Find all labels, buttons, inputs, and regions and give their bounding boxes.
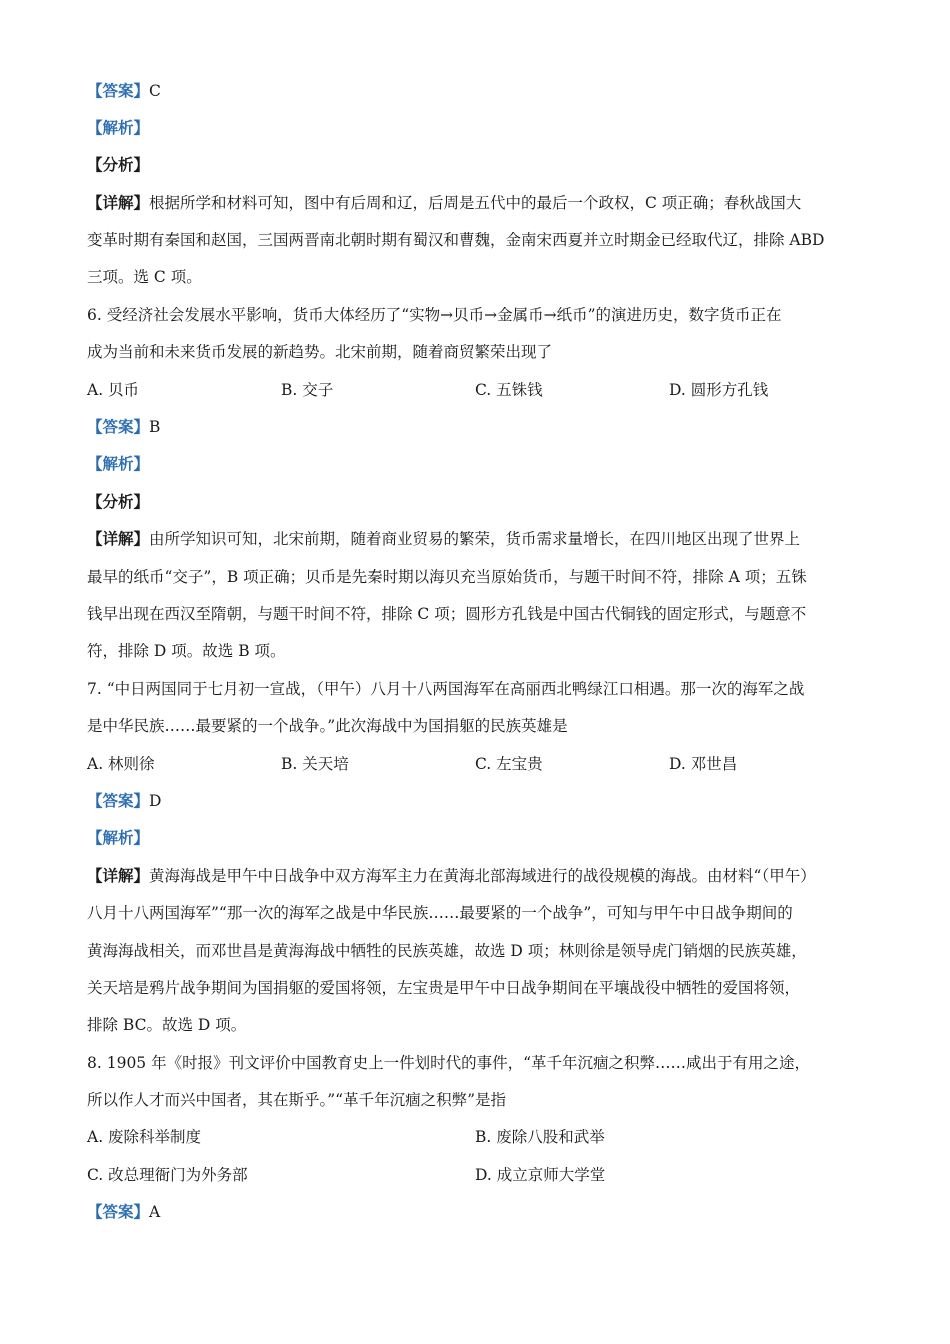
q6-option-a: A. 贝币 xyxy=(87,381,140,399)
q5-analysis-tag xyxy=(87,117,149,139)
answer-value: C xyxy=(149,82,161,100)
q6-detail-line-2: 最早的纸币“交子”，B 项正确；贝币是先秦时期以海贝充当原始货币，与题干时间不符，排除 A 项；五铢 xyxy=(87,568,807,586)
answer-tag: 【答案】 xyxy=(87,81,150,100)
q7-detail-line-5: 排除 BC。故选 D 项。 xyxy=(87,1016,247,1034)
answer-tag: 【答案】 xyxy=(87,417,150,436)
fenxi-tag: 【分析】 xyxy=(87,492,150,511)
q5-answer-line xyxy=(87,80,161,102)
detail-text: 根据所学和材料可知，图中有后周和辽，后周是五代中的最后一个政权，C 项正确；春秋战国大 xyxy=(149,194,802,212)
q6-stem-line-2: 成为当前和未来货币发展的新趋势。北宋前期，随着商贸繁荣出现了 xyxy=(87,343,553,361)
detail-text: 由所学知识可知，北宋前期，随着商业贸易的繁荣，货币需求量增长，在四川地区出现了世界上 xyxy=(149,530,801,548)
q7-detail-line-2: 八月十八两国海军”“那一次的海军之战是中华民族……最要紧的一个战争”，可知与甲午中日战争期间的 xyxy=(87,904,793,922)
q6-option-b: B. 交子 xyxy=(281,381,334,399)
q6-fenxi-tag xyxy=(87,491,149,513)
q6-detail-line-3: 钱早出现在西汉至隋朝，与题干时间不符，排除 C 项；圆形方孔钱是中国古代铜钱的固定形式，与题意不 xyxy=(87,605,807,623)
answer-value: D xyxy=(149,792,162,810)
detail-tag: 【详解】 xyxy=(87,529,150,548)
q7-option-c: C. 左宝贵 xyxy=(475,755,543,773)
q5-detail-line-3: 三项。选 C 项。 xyxy=(87,268,202,286)
q6-option-c: C. 五铢钱 xyxy=(475,381,543,399)
q6-stem-line-1: 6. 受经济社会发展水平影响，货币大体经历了“实物→贝币→金属币→纸币”的演进历史，数字货币正在 xyxy=(87,306,782,324)
detail-tag: 【详解】 xyxy=(87,193,150,212)
q7-option-d: D. 邓世昌 xyxy=(669,755,738,773)
q6-detail-line-1 xyxy=(87,528,800,550)
q6-analysis-tag xyxy=(87,453,149,475)
q8-option-b: B. 废除八股和武举 xyxy=(475,1128,605,1146)
q8-stem-line-1: 8. 1905 年《时报》刊文评价中国教育史上一件划时代的事件，“革千年沉痼之积弊……咸出于有用之途， xyxy=(87,1054,811,1072)
analysis-tag: 【解析】 xyxy=(87,454,150,473)
q5-fenxi-tag xyxy=(87,154,149,176)
fenxi-tag: 【分析】 xyxy=(87,155,150,174)
q7-option-b: B. 关天培 xyxy=(281,755,349,773)
q8-option-d: D. 成立京师大学堂 xyxy=(475,1166,606,1184)
q6-option-d: D. 圆形方孔钱 xyxy=(669,381,769,399)
q7-detail-line-4: 关天培是鸦片战争期间为国捐躯的爱国将领，左宝贵是甲午中日战争期间在平壤战役中牺牲的爱国将领， xyxy=(87,979,801,997)
q8-stem-line-2: 所以作人才而兴中国者，其在斯乎。”“革千年沉痼之积弊”是指 xyxy=(87,1091,507,1109)
answer-value: B xyxy=(149,418,161,436)
q7-option-a: A. 林则徐 xyxy=(87,755,155,773)
q8-option-c: C. 改总理衙门为外务部 xyxy=(87,1166,248,1184)
q7-detail-line-3: 黄海海战相关，而邓世昌是黄海海战中牺牲的民族英雄，故选 D 项；林则徐是领导虎门销烟的民族英雄， xyxy=(87,942,807,960)
answer-value: A xyxy=(149,1203,161,1221)
q7-detail-line-1 xyxy=(87,865,816,887)
detail-tag: 【详解】 xyxy=(87,866,150,885)
q7-answer-line xyxy=(87,790,161,812)
q5-detail-line-1 xyxy=(87,192,801,214)
q6-answer-line xyxy=(87,416,160,438)
answer-tag: 【答案】 xyxy=(87,791,150,810)
analysis-tag: 【解析】 xyxy=(87,118,150,137)
q6-detail-line-4: 符，排除 D 项。故选 B 项。 xyxy=(87,642,286,660)
q7-stem-line-2: 是中华民族……最要紧的一个战争。”此次海战中为国捐躯的民族英雄是 xyxy=(87,717,568,735)
analysis-tag: 【解析】 xyxy=(87,828,150,847)
q7-stem-line-1: 7. “中日两国同于七月初一宣战，（甲午）八月十八两国海军在高丽西北鸭绿江口相遇。那一次的海军之战 xyxy=(87,680,805,698)
q5-detail-line-2: 变革时期有秦国和赵国，三国两晋南北朝时期有蜀汉和曹魏，金南宋西夏并立时期金已经取代辽，排除 ABD xyxy=(87,231,825,249)
q8-answer-line xyxy=(87,1201,160,1223)
answer-tag: 【答案】 xyxy=(87,1202,150,1221)
q7-analysis-tag xyxy=(87,827,149,849)
detail-text: 黄海海战是甲午中日战争中双方海军主力在黄海北部海域进行的战役规模的海战。由材料“（甲午） xyxy=(149,867,816,885)
q8-option-a: A. 废除科举制度 xyxy=(87,1128,202,1146)
